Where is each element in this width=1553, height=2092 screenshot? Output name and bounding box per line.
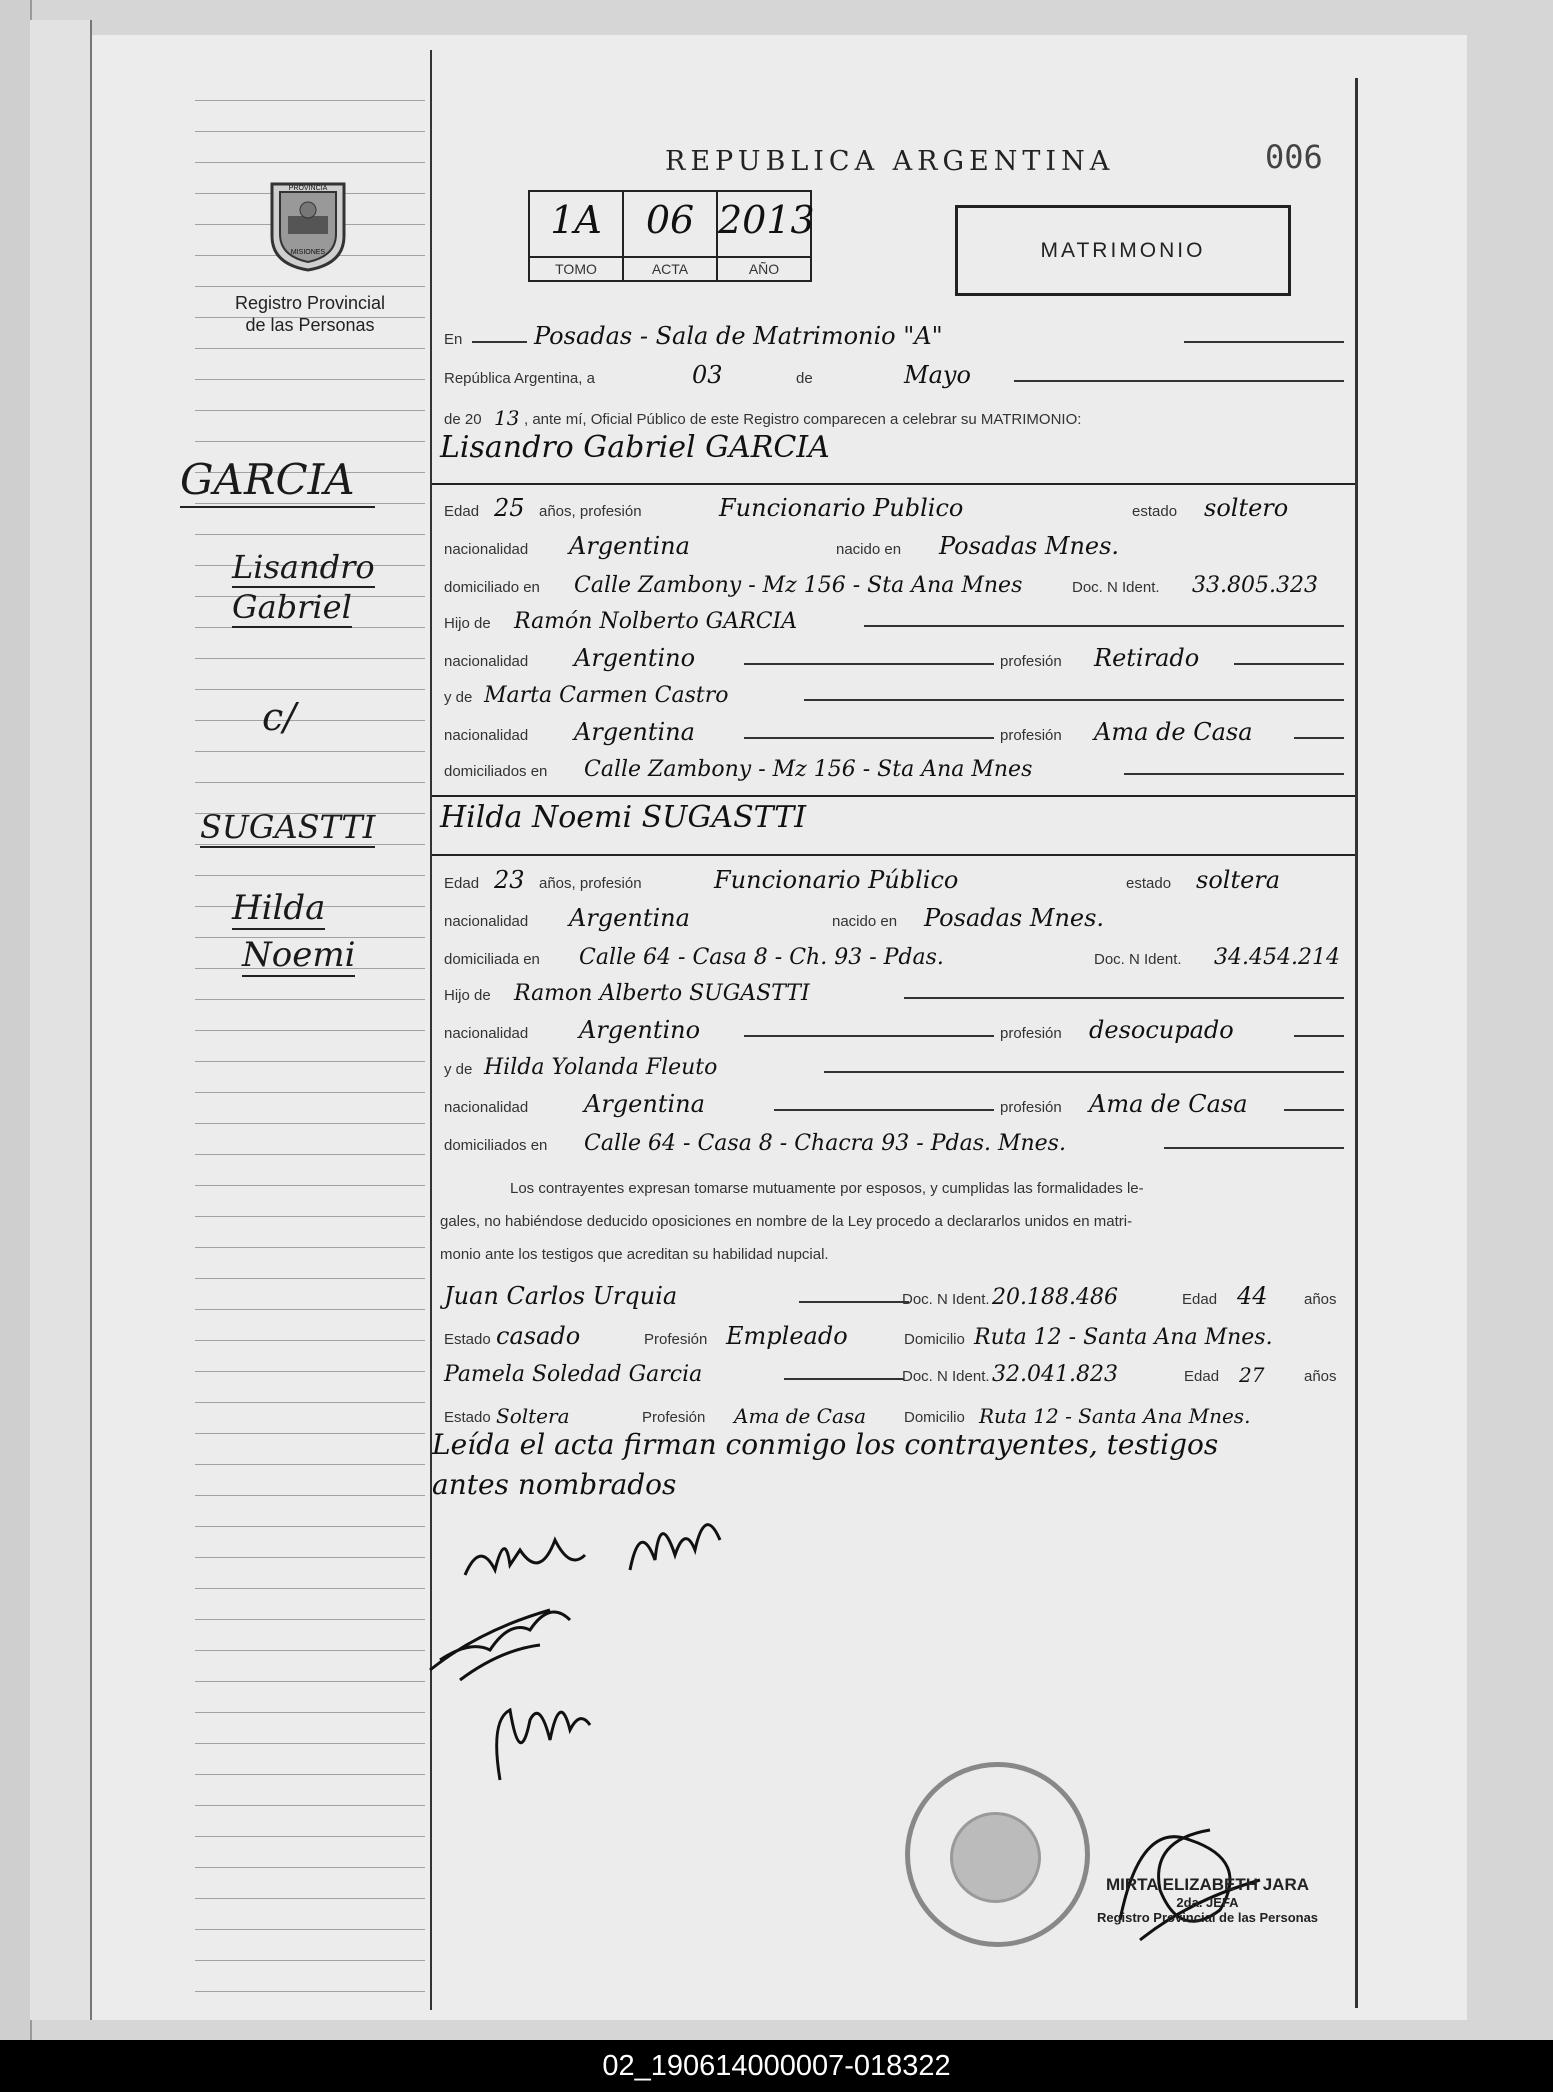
margin-ruled-line: [195, 1557, 425, 1558]
margin-ruled-line: [195, 1278, 425, 1279]
nacido-label: nacido en: [832, 913, 898, 930]
profesion-label: profesión: [1000, 727, 1062, 744]
section-separator: [432, 795, 1355, 797]
groom-mother: Marta Carmen Castro: [484, 683, 729, 708]
margin-ruled-line: [195, 658, 425, 659]
margin-ruled-line: [195, 1216, 425, 1217]
groom-estado: soltero: [1204, 494, 1289, 522]
margin-ruled-line: [195, 348, 425, 349]
margin-ruled-line: [195, 1340, 425, 1341]
official-stamp: [1085, 1875, 1330, 1925]
margin-ruled-line: [195, 1960, 425, 1961]
edad-label: Edad: [444, 875, 480, 892]
margin-ruled-line: [195, 1991, 425, 1992]
margin-ruled-line: [195, 1092, 425, 1093]
margin-ruled-line: [195, 1774, 425, 1775]
section-separator: [432, 483, 1355, 485]
groom-father-nac: Argentino: [574, 644, 696, 672]
fill-line: [774, 1109, 994, 1111]
fill-line: [864, 625, 1344, 627]
bride-profesion: Funcionario Público: [714, 866, 959, 894]
bride-mother: Hilda Yolanda Fleuto: [484, 1055, 718, 1080]
domicilio-label: Domicilio: [904, 1409, 965, 1426]
margin-divider: [430, 50, 432, 2010]
witness1-row: [444, 1278, 1349, 1312]
bride-doc: 34.454.214: [1214, 945, 1340, 970]
fill-line: [784, 1378, 904, 1380]
margin-ruled-line: [195, 1154, 425, 1155]
estado-label: Estado: [444, 1331, 491, 1348]
declaration-line2: gales, no habiéndose deducido oposiciones en nombre de la Ley procedo a declararlos unidos en matri-: [440, 1213, 1133, 1230]
edad-label: Edad: [444, 503, 480, 520]
de-label: de: [796, 370, 813, 387]
profesion-label: profesión: [1000, 653, 1062, 670]
groom-full-name: Lisandro Gabriel GARCIA: [440, 430, 830, 465]
anos-profesion-label: años, profesión: [539, 503, 642, 520]
logo-text-bottom: MISIONES: [290, 249, 326, 256]
bride-father: Ramon Alberto SUGASTTI: [514, 981, 810, 1006]
fill-line: [824, 1071, 1344, 1073]
groom-mother-nac-row: [444, 714, 1349, 748]
margin-ruled-line: [195, 1619, 425, 1620]
logo-text-top: PROVINCIA: [288, 185, 328, 192]
month-value: Mayo: [904, 361, 971, 389]
official-seal-icon: [905, 1762, 1090, 1947]
margin-bride-given1: Hilda: [232, 888, 326, 928]
closing-line2: antes nombrados: [432, 1468, 677, 1501]
nacionalidad-label: nacionalidad: [444, 541, 529, 558]
provincia-misiones-seal-icon: [262, 176, 354, 272]
witness1-detail-row: [444, 1318, 1349, 1352]
acta-cell: [624, 192, 718, 280]
margin-ruled-line: [195, 689, 425, 690]
margin-ruled-line: [195, 1433, 425, 1434]
margin-groom-given1: Lisandro: [232, 548, 375, 586]
bride-full-name: Hilda Noemi SUGASTTI: [440, 800, 807, 835]
year-suffix: 13: [494, 406, 520, 430]
witness2-edad: 27: [1239, 1363, 1265, 1387]
witness2-domicilio: Ruta 12 - Santa Ana Mnes.: [979, 1404, 1251, 1428]
official-name: MIRTA ELIZABETH JARA: [1105, 1875, 1310, 1894]
bride-nacionalidad: Argentina: [569, 904, 690, 932]
margin-ruled-line: [195, 751, 425, 752]
anio-label: AÑO: [718, 256, 810, 280]
place-row: [444, 318, 1349, 352]
estado-label: estado: [1126, 875, 1172, 892]
official-title: 2da. JEFA: [1176, 1895, 1239, 1910]
registry-name-line2: de las Personas: [245, 315, 375, 335]
groom-father-prof: Retirado: [1094, 644, 1200, 672]
margin-ruled-line: [195, 1526, 425, 1527]
declaration-line3: monio ante los testigos que acreditan su habilidad nupcial.: [440, 1246, 829, 1263]
tomo-value: 1A: [550, 198, 602, 242]
nacionalidad-label: nacionalidad: [444, 653, 529, 670]
margin-ruled-line: [195, 131, 425, 132]
margin-ruled-line: [195, 1743, 425, 1744]
domicilio-label: Domicilio: [904, 1331, 965, 1348]
witness1-doc: 20.188.486: [992, 1285, 1118, 1310]
acta-value: 06: [645, 198, 695, 242]
bride-mother-nac: Argentina: [584, 1090, 705, 1118]
groom-edad-row: [444, 490, 1349, 524]
edad-label: Edad: [1184, 1368, 1220, 1385]
margin-bride-given2: Noemi: [242, 935, 356, 975]
margin-ruled-line: [195, 534, 425, 535]
groom-nacido: Posadas Mnes.: [939, 532, 1120, 560]
bride-estado: soltera: [1196, 866, 1281, 894]
closing-line1: Leída el acta firman conmigo los contrayentes, testigos: [432, 1428, 1219, 1461]
witness1-domicilio: Ruta 12 - Santa Ana Mnes.: [974, 1325, 1273, 1350]
fill-line: [904, 997, 1344, 999]
margin-groom-given2: Gabriel: [232, 588, 352, 626]
acta-label: ACTA: [624, 256, 716, 280]
groom-parents-dom-row: [444, 750, 1349, 784]
record-type-box: MATRIMONIO: [955, 205, 1291, 296]
margin-ruled-line: [195, 1805, 425, 1806]
nacionalidad-label: nacionalidad: [444, 727, 529, 744]
fill-line: [804, 699, 1344, 701]
bride-father-row: [444, 974, 1349, 1008]
margin-ruled-line: [195, 1464, 425, 1465]
bride-parents-dom-row: [444, 1124, 1349, 1158]
signature-witness2: [480, 1680, 600, 1790]
image-caption: 02_190614000007-018322: [0, 2040, 1553, 2092]
en-label: En: [444, 331, 463, 348]
hijo-de-label: Hijo de: [444, 987, 491, 1004]
witness2-detail-row: [444, 1396, 1349, 1430]
anio-cell: [718, 192, 815, 280]
margin-ruled-line: [195, 1030, 425, 1031]
bride-nacido: Posadas Mnes.: [924, 904, 1105, 932]
bride-dom-row: [444, 938, 1349, 972]
signature-witness1: [420, 1590, 580, 1690]
margin-conjunction: c/: [262, 695, 297, 739]
margin-ruled-line: [195, 1681, 425, 1682]
groom-mother-row: [444, 676, 1349, 710]
anos-label: años: [1304, 1368, 1337, 1385]
fill-line: [799, 1301, 909, 1303]
tomo-cell: [530, 192, 624, 280]
groom-father-row: [444, 602, 1349, 636]
witness2-estado: Soltera: [496, 1404, 570, 1428]
bride-domicilio: Calle 64 - Casa 8 - Ch. 93 - Pdas.: [579, 945, 944, 970]
domiciliados-label: domiciliados en: [444, 763, 548, 780]
margin-ruled-line: [195, 1309, 425, 1310]
bride-father-nac-row: [444, 1012, 1349, 1046]
registry-name-line1: Registro Provincial: [234, 293, 386, 313]
groom-nacionalidad: Argentina: [569, 532, 690, 560]
margin-ruled-line: [195, 1650, 425, 1651]
margin-ruled-line: [195, 720, 425, 721]
day-value: 03: [692, 361, 723, 389]
margin-ruled-line: [195, 441, 425, 442]
fill-line: [472, 341, 527, 343]
witness1-estado: casado: [496, 1322, 581, 1350]
margin-ruled-line: [195, 1712, 425, 1713]
fill-line: [1284, 1109, 1344, 1111]
margin-ruled-line: [195, 1061, 425, 1062]
declaration-paragraph: [440, 1172, 1345, 1271]
bride-edad: 23: [494, 866, 525, 894]
folio-number: 006: [1265, 138, 1323, 176]
margin-ruled-line: [195, 100, 425, 101]
witness1-profesion: Empleado: [726, 1322, 848, 1350]
fill-line: [744, 663, 994, 665]
margin-ruled-line: [195, 1185, 425, 1186]
margin-ruled-line: [195, 286, 425, 287]
margin-bride-surname: SUGASTTI: [200, 808, 376, 846]
margin-ruled-line: [195, 410, 425, 411]
fill-line: [744, 1035, 994, 1037]
fill-line: [1234, 663, 1344, 665]
groom-father: Ramón Nolberto GARCIA: [514, 609, 798, 634]
doc-label: Doc. N Ident.: [1072, 579, 1160, 596]
republica-label: República Argentina, a: [444, 370, 595, 387]
date-row: [444, 357, 1349, 391]
anos-profesion-label: años, profesión: [539, 875, 642, 892]
nacionalidad-label: nacionalidad: [444, 1025, 529, 1042]
estado-label: estado: [1132, 503, 1178, 520]
anos-label: años: [1304, 1291, 1337, 1308]
margin-ruled-line: [195, 875, 425, 876]
fill-line: [1014, 380, 1344, 382]
nacionalidad-label: nacionalidad: [444, 913, 529, 930]
margin-ruled-line: [195, 1836, 425, 1837]
margin-groom-surname: GARCIA: [180, 455, 375, 508]
groom-dom-row: [444, 566, 1349, 600]
domiciliada-label: domiciliada en: [444, 951, 540, 968]
profesion-label: Profesión: [644, 1331, 708, 1348]
previous-page-edge: [30, 20, 92, 2020]
nacionalidad-label: nacionalidad: [444, 1099, 529, 1116]
profesion-label: profesión: [1000, 1025, 1062, 1042]
margin-ruled-line: [195, 999, 425, 1000]
bride-nac-row: [444, 900, 1349, 934]
groom-profesion: Funcionario Publico: [719, 494, 964, 522]
margin-ruled-line: [195, 1898, 425, 1899]
book-spine: [0, 0, 32, 2040]
groom-parents-dom: Calle Zambony - Mz 156 - Sta Ana Mnes: [584, 757, 1033, 782]
margin-ruled-line: [195, 1867, 425, 1868]
margin-ruled-line: [195, 1123, 425, 1124]
doc-label: Doc. N Ident.: [902, 1368, 990, 1385]
bride-edad-row: [444, 862, 1349, 896]
bride-father-nac: Argentino: [579, 1016, 701, 1044]
fill-line: [1184, 341, 1344, 343]
registry-name: [210, 292, 410, 336]
y-de-label: y de: [444, 689, 473, 706]
fill-line: [1294, 1035, 1344, 1037]
margin-ruled-line: [195, 1371, 425, 1372]
margin-ruled-line: [195, 1495, 425, 1496]
witness2-name: Pamela Soledad Garcia: [444, 1362, 703, 1387]
groom-father-nac-row: [444, 640, 1349, 674]
year-prefix: de 20: [444, 411, 482, 428]
estado-label: Estado: [444, 1409, 491, 1426]
witness2-doc: 32.041.823: [992, 1362, 1118, 1387]
signature-bride: [620, 1500, 730, 1590]
groom-edad: 25: [494, 494, 525, 522]
fill-line: [1124, 773, 1344, 775]
witness1-edad: 44: [1237, 1282, 1268, 1310]
statement-row: [444, 398, 1349, 432]
y-de-label: y de: [444, 1061, 473, 1078]
witness1-name: Juan Carlos Urquia: [444, 1282, 678, 1310]
witness2-row: [444, 1355, 1349, 1389]
doc-label: Doc. N Ident.: [902, 1291, 990, 1308]
groom-domicilio: Calle Zambony - Mz 156 - Sta Ana Mnes: [574, 573, 1023, 598]
record-id-box: [528, 190, 815, 282]
doc-label: Doc. N Ident.: [1094, 951, 1182, 968]
official-office: Registro Provincial de las Personas: [1096, 1910, 1319, 1925]
domiciliados-label: domiciliados en: [444, 1137, 548, 1154]
bride-mother-row: [444, 1048, 1349, 1082]
groom-doc: 33.805.323: [1192, 573, 1318, 598]
hijo-de-label: Hijo de: [444, 615, 491, 632]
fill-line: [1294, 737, 1344, 739]
margin-ruled-line: [195, 379, 425, 380]
fill-line: [1164, 1147, 1344, 1149]
fill-line: [744, 737, 994, 739]
bride-mother-nac-row: [444, 1086, 1349, 1120]
edad-label: Edad: [1182, 1291, 1218, 1308]
tomo-label: TOMO: [530, 256, 622, 280]
right-border: [1355, 78, 1358, 2008]
profesion-label: Profesión: [642, 1409, 706, 1426]
margin-ruled-line: [195, 162, 425, 163]
signature-groom: [460, 1520, 590, 1590]
bride-mother-prof: Ama de Casa: [1089, 1090, 1248, 1118]
section-separator: [432, 854, 1355, 856]
profesion-label: profesión: [1000, 1099, 1062, 1116]
bride-parents-dom: Calle 64 - Casa 8 - Chacra 93 - Pdas. Mnes.: [584, 1131, 1066, 1156]
place-value: Posadas - Sala de Matrimonio "A": [534, 322, 943, 350]
country-title: REPUBLICA ARGENTINA: [665, 146, 1115, 177]
margin-ruled-line: [195, 1588, 425, 1589]
groom-mother-nac: Argentina: [574, 718, 695, 746]
anio-value: 2013: [718, 198, 815, 242]
margin-ruled-line: [195, 782, 425, 783]
margin-ruled-line: [195, 1402, 425, 1403]
witness2-profesion: Ama de Casa: [734, 1404, 867, 1428]
groom-mother-prof: Ama de Casa: [1094, 718, 1253, 746]
declaration-line1: Los contrayentes expresan tomarse mutuamente por esposos, y cumplidas las formalidades le-: [510, 1180, 1144, 1197]
bride-father-prof: desocupado: [1089, 1016, 1234, 1044]
nacido-label: nacido en: [836, 541, 902, 558]
margin-ruled-line: [195, 1247, 425, 1248]
statement-text: , ante mí, Oficial Público de este Registro comparecen a celebrar su MATRIMONIO:: [524, 411, 1082, 428]
margin-ruled-line: [195, 1929, 425, 1930]
domiciliado-label: domiciliado en: [444, 579, 540, 596]
groom-nac-row: [444, 528, 1349, 562]
